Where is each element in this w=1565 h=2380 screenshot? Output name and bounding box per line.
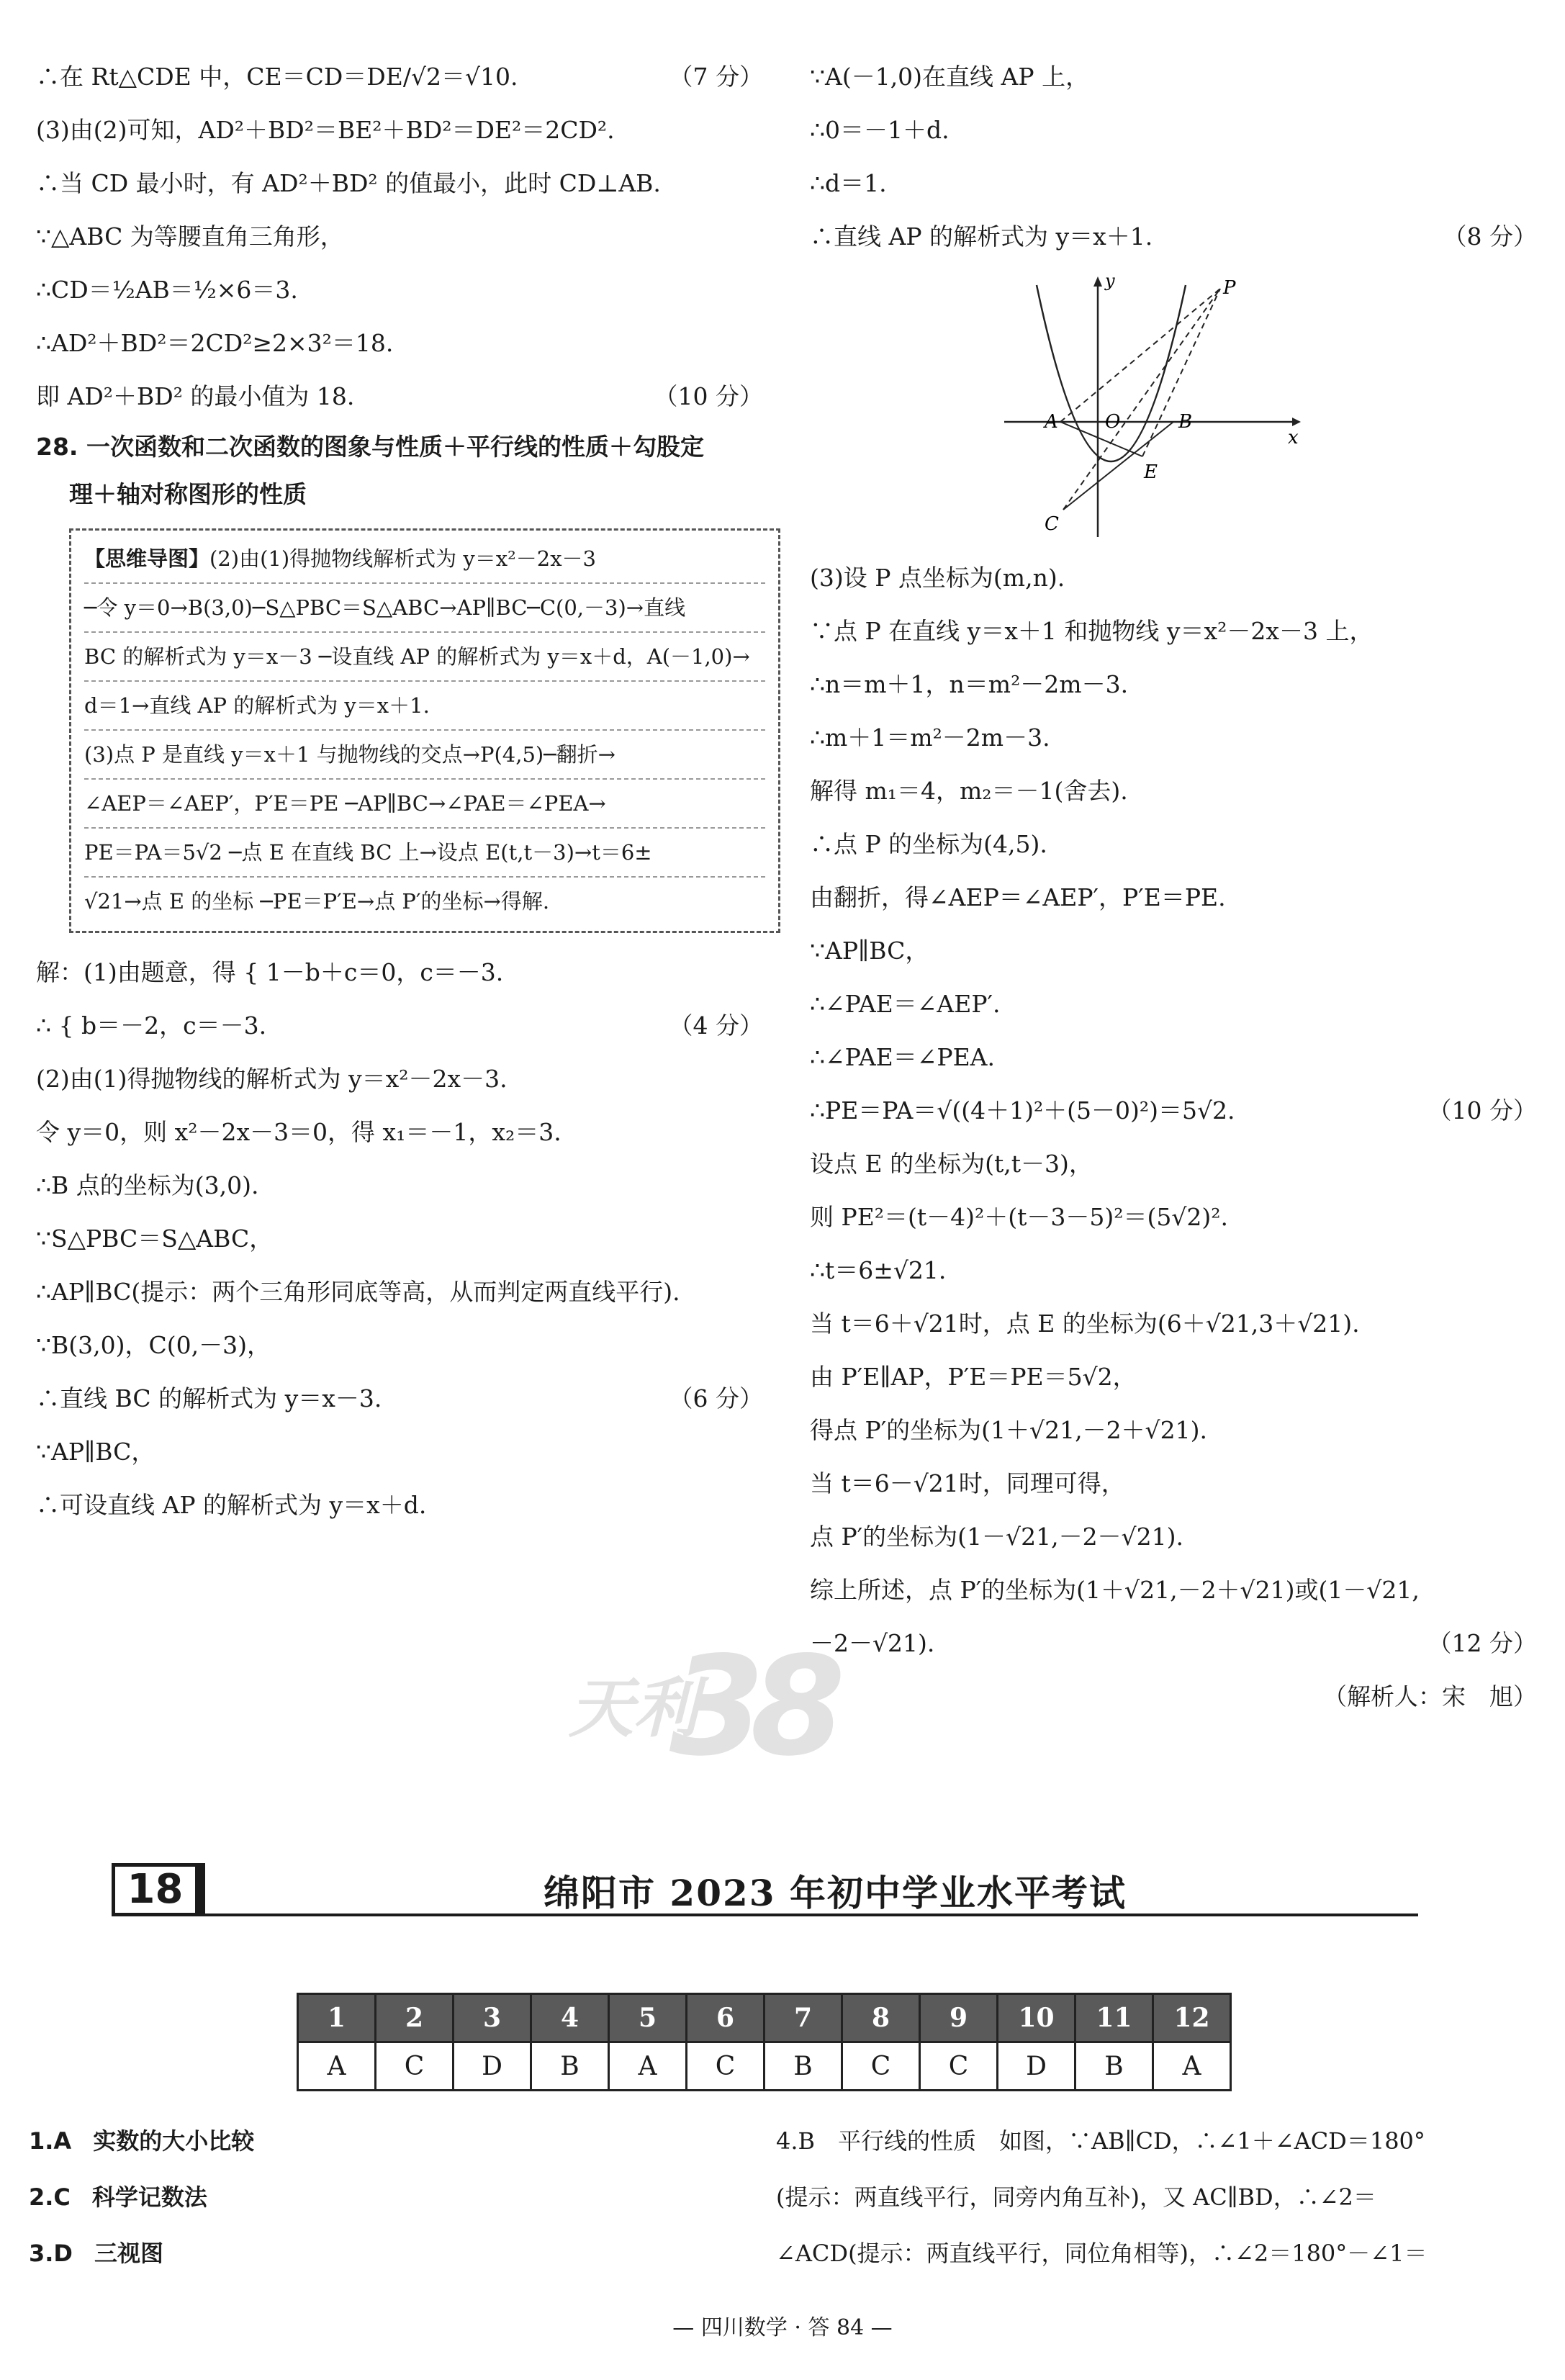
watermark-number: 38 xyxy=(669,1627,831,1786)
answer-cell: C xyxy=(920,2042,998,2091)
point-a-label: A xyxy=(1045,411,1058,433)
point-b-label: B xyxy=(1178,411,1193,433)
question-number-cell: 1 xyxy=(298,1994,376,2042)
question-4-explanation xyxy=(776,2113,1532,2281)
point-e-label: E xyxy=(1144,461,1158,483)
section-number: 18 xyxy=(112,1863,205,1916)
solution-line xyxy=(810,1351,1537,1404)
answer-cell: D xyxy=(454,2042,531,2091)
solution-line xyxy=(810,711,1537,765)
solution-line xyxy=(810,1510,1537,1564)
score-mark: （7 分） xyxy=(669,63,763,91)
solution-line xyxy=(36,1372,763,1425)
answer-cell: A xyxy=(1153,2042,1231,2091)
solution-line xyxy=(36,370,763,423)
line-text: ∵△ABC 为等腰直角三角形， xyxy=(36,222,344,251)
line-text: ∴t＝6±√21. xyxy=(810,1256,947,1284)
y-axis-arrow xyxy=(1093,276,1102,287)
line-text: 令 y＝0，则 x²－2x－3＝0，得 x₁＝－1，x₂＝3. xyxy=(36,1118,561,1146)
point-c-label: C xyxy=(1045,513,1059,535)
answer-cell: D xyxy=(998,2042,1075,2091)
mindmap-line: (3)点 P 是直线 y＝x＋1 与抛物线的交点→P(4,5)─翻折→ xyxy=(84,731,765,780)
solution-line xyxy=(810,871,1537,924)
analyst-credit: （解析人：宋 旭） xyxy=(1323,1682,1537,1710)
mindmap-line: d＝1→直线 AP 的解析式为 y＝x＋1. xyxy=(84,682,765,731)
answer-table-number-row xyxy=(298,1994,1231,2042)
explanation-line: (提示：两直线平行，同旁内角互补)，又 AC∥BD，∴∠2＝ xyxy=(776,2183,1376,2211)
x-axis-arrow xyxy=(1292,418,1301,426)
solution-line xyxy=(36,999,763,1052)
publisher-watermark xyxy=(547,1627,979,1786)
solution-line xyxy=(36,1106,763,1159)
answer-cell: C xyxy=(687,2042,765,2091)
line-text: 由翻折，得∠AEP＝∠AEP′，P′E＝PE. xyxy=(810,883,1226,911)
line-text: ∴点 P 的坐标为(4,5). xyxy=(810,830,1047,858)
watermark-text: 天利 xyxy=(569,1671,698,1746)
solution-line xyxy=(810,50,1537,104)
section-header xyxy=(112,1863,1418,1921)
answer-key-table xyxy=(297,1993,1232,2091)
line-text: －2－√21). xyxy=(810,1629,935,1657)
line-text: ∴m＋1＝m²－2m－3. xyxy=(810,724,1050,752)
mindmap-line: ─令 y＝0→B(3,0)─S△PBC＝S△ABC→AP∥BC─C(0,－3)→直线 xyxy=(84,584,765,633)
question-number-cell: 10 xyxy=(998,1994,1075,2042)
line-text: ∴∠PAE＝∠PEA. xyxy=(810,1043,996,1071)
solution-line xyxy=(36,1319,763,1372)
line-text: ∴可设直线 AP 的解析式为 y＝x＋d. xyxy=(36,1491,427,1519)
solution-line xyxy=(810,210,1537,263)
question-number-cell: 6 xyxy=(687,1994,765,2042)
solution-line xyxy=(36,1425,763,1479)
question-number-cell: 3 xyxy=(454,1994,531,2042)
line-text: ∵AP∥BC， xyxy=(810,937,929,965)
answer-cell: C xyxy=(376,2042,454,2091)
solution-line xyxy=(810,1137,1537,1191)
solution-line xyxy=(810,551,1537,605)
line-text: ∴PE＝PA＝√((4＋1)²＋(5－0)²)＝5√2. xyxy=(810,1096,1235,1124)
solution-line xyxy=(36,1212,763,1266)
solution-line xyxy=(36,50,763,104)
line-text: 设点 E 的坐标为(t,t－3)， xyxy=(810,1150,1093,1178)
page-footer: — 四川数学 · 答 84 — xyxy=(672,2315,893,2340)
section-title: 绵阳市 2023 年初中学业水平考试 xyxy=(544,1872,1127,1914)
solution-line xyxy=(36,317,763,370)
question-number-cell: 7 xyxy=(765,1994,842,2042)
line-text: 解得 m₁＝4，m₂＝－1(舍去). xyxy=(810,777,1128,805)
line-text: ∵B(3,0)，C(0,－3)， xyxy=(36,1331,271,1359)
explanation-line: 4.B 平行线的性质 如图，∵AB∥CD，∴∠1＋∠ACD＝180° xyxy=(776,2127,1425,2155)
line-text: 由 P′E∥AP，P′E＝PE＝5√2， xyxy=(810,1363,1137,1391)
left-top-lines xyxy=(36,50,763,423)
parabola-graph xyxy=(1004,271,1307,544)
answer-topic-item xyxy=(29,2169,254,2225)
question-number-cell: 8 xyxy=(842,1994,920,2042)
line-text: ∴AP∥BC(提示：两个三角形同底等高，从而判定两直线平行). xyxy=(36,1278,680,1306)
answer-topic-item xyxy=(29,2113,254,2169)
mindmap-line xyxy=(84,535,765,584)
solution-line xyxy=(810,1244,1537,1297)
explanation-line: ∠ACD(提示：两直线平行，同位角相等)，∴∠2＝180°－∠1＝ xyxy=(776,2240,1428,2267)
solution-line xyxy=(810,1031,1537,1084)
solution-line xyxy=(810,1457,1537,1510)
answer-table-answer-row xyxy=(298,2042,1231,2091)
question-number-cell: 11 xyxy=(1075,1994,1153,2042)
mindmap-line: BC 的解析式为 y＝x－3 ─设直线 AP 的解析式为 y＝x＋d，A(－1,0)→ xyxy=(84,633,765,682)
solution-line xyxy=(810,1564,1537,1617)
question-number-cell: 12 xyxy=(1153,1994,1231,2042)
answer-number: 1.A xyxy=(29,2127,72,2155)
parabola-curve xyxy=(1037,285,1186,461)
solution-line xyxy=(810,765,1537,818)
solution-line xyxy=(810,104,1537,157)
line-text: ∵A(－1,0)在直线 AP 上， xyxy=(810,63,1090,91)
solution-line xyxy=(36,1266,763,1319)
answer-number: 3.D xyxy=(29,2240,73,2267)
y-axis-label: y xyxy=(1105,271,1115,291)
question-heading-continued: 理＋轴对称图形的性质 xyxy=(69,480,307,508)
solution-line xyxy=(36,946,763,999)
right-column xyxy=(810,50,1537,1723)
solution-line xyxy=(36,263,763,317)
line-text: ∵AP∥BC， xyxy=(36,1438,155,1466)
answer-cell: C xyxy=(842,2042,920,2091)
solution-line xyxy=(810,1404,1537,1457)
score-mark: （4 分） xyxy=(669,1011,763,1040)
solution-line xyxy=(810,157,1537,210)
line-text: ∴直线 BC 的解析式为 y＝x－3. xyxy=(36,1384,382,1412)
solution-line xyxy=(36,210,763,263)
line-text: ∵点 P 在直线 y＝x＋1 和抛物线 y＝x²－2x－3 上， xyxy=(810,617,1374,645)
score-mark: （8 分） xyxy=(1443,222,1537,251)
solution-line xyxy=(810,818,1537,871)
mindmap-tag: 【思维导图】 xyxy=(84,546,210,571)
solution-line xyxy=(810,1297,1537,1351)
line-text: (3)由(2)可知，AD²＋BD²＝BE²＋BD²＝DE²＝2CD². xyxy=(36,116,615,144)
question-number-cell: 5 xyxy=(609,1994,687,2042)
line-text: ∴B 点的坐标为(3,0). xyxy=(36,1171,259,1199)
score-mark: （10 分） xyxy=(1428,1096,1537,1124)
score-mark: （6 分） xyxy=(669,1384,763,1412)
solution-line xyxy=(36,1159,763,1212)
x-axis-label: x xyxy=(1288,427,1299,448)
left-solution-lines xyxy=(36,946,763,1532)
answer-number: 2.C xyxy=(29,2183,71,2211)
line-text: 得点 P′的坐标为(1＋√21,－2＋√21). xyxy=(810,1416,1207,1444)
line-text: 解：(1)由题意，得 { 1－b＋c＝0，c＝－3. xyxy=(36,958,504,986)
line-text: ∴ { b＝－2，c＝－3. xyxy=(36,1011,267,1040)
mindmap-line: √21→点 E 的坐标 ─PE＝P′E→点 P′的坐标→得解. xyxy=(84,889,550,914)
solution-line xyxy=(36,1052,763,1106)
line-text: ∴直线 AP 的解析式为 y＝x＋1. xyxy=(810,222,1153,251)
line-text: (2)由(1)得抛物线的解析式为 y＝x²－2x－3. xyxy=(36,1065,508,1093)
answer-cell: B xyxy=(531,2042,609,2091)
mindmap-line: ∠AEP＝∠AEP′，P′E＝PE ─AP∥BC→∠PAE＝∠PEA→ xyxy=(84,780,765,829)
question-number-cell: 9 xyxy=(920,1994,998,2042)
question-number-cell: 4 xyxy=(531,1994,609,2042)
line-text: ∴在 Rt△CDE 中，CE＝CD＝DE/√2＝√10. xyxy=(36,63,518,91)
left-column xyxy=(36,50,763,1532)
line-text: 点 P′的坐标为(1－√21,－2－√21). xyxy=(810,1523,1183,1551)
question-number-cell: 2 xyxy=(376,1994,454,2042)
answer-topics-list xyxy=(29,2113,254,2281)
answer-cell: A xyxy=(298,2042,376,2091)
score-mark: （10 分） xyxy=(654,382,763,410)
point-o-label: O xyxy=(1105,411,1121,433)
solution-line xyxy=(810,1191,1537,1244)
line-text: 当 t＝6－√21时，同理可得， xyxy=(810,1469,1125,1497)
line-text: ∴当 CD 最小时，有 AD²＋BD² 的值最小，此时 CD⊥AB. xyxy=(36,169,661,197)
solution-line xyxy=(810,605,1537,658)
line-text: ∴d＝1. xyxy=(810,169,887,197)
solution-line xyxy=(36,104,763,157)
line-text: 则 PE²＝(t－4)²＋(t－3－5)²＝(5√2)². xyxy=(810,1203,1228,1231)
segment-ae xyxy=(1060,422,1142,456)
point-p-label: P xyxy=(1223,277,1236,299)
topic-label: 科学记数法 xyxy=(91,2183,207,2211)
line-text: 即 AD²＋BD² 的最小值为 18. xyxy=(36,382,355,410)
line-text: ∴0＝－1＋d. xyxy=(810,116,950,144)
line-text: (3)设 P 点坐标为(m,n). xyxy=(810,564,1065,592)
line-text: ∴n＝m＋1，n＝m²－2m－3. xyxy=(810,670,1129,698)
answer-topic-item xyxy=(29,2225,254,2281)
line-text: ∴AD²＋BD²＝2CD²≥2×3²＝18. xyxy=(36,329,394,357)
solution-line xyxy=(810,924,1537,978)
solution-line xyxy=(36,1479,763,1532)
mindmap-box xyxy=(69,528,780,933)
solution-line xyxy=(36,157,763,210)
line-text: ∴CD＝½AB＝½×6＝3. xyxy=(36,276,298,304)
answer-cell: B xyxy=(1075,2042,1153,2091)
line-text: 综上所述，点 P′的坐标为(1＋√21,－2＋√21)或(1－√21, xyxy=(810,1576,1420,1604)
solution-line xyxy=(810,658,1537,711)
answer-cell: A xyxy=(609,2042,687,2091)
answer-cell: B xyxy=(765,2042,842,2091)
question-heading: 28. 一次函数和二次函数的图象与性质＋平行线的性质＋勾股定 xyxy=(36,433,704,461)
solution-line xyxy=(810,978,1537,1031)
line-text: 当 t＝6＋√21时，点 E 的坐标为(6＋√21,3＋√21). xyxy=(810,1310,1360,1338)
solution-line xyxy=(810,1084,1537,1137)
line-text: ∴∠PAE＝∠AEP′. xyxy=(810,990,1001,1018)
mindmap-line: PE＝PA＝5√2 ─点 E 在直线 BC 上→设点 E(t,t－3)→t＝6± xyxy=(84,829,765,878)
line-text: ∵S△PBC＝S△ABC， xyxy=(36,1225,274,1253)
score-mark: （12 分） xyxy=(1428,1629,1537,1657)
topic-label: 实数的大小比较 xyxy=(93,2127,255,2155)
mindmap-text: (2)由(1)得抛物线解析式为 y＝x²－2x－3 xyxy=(209,546,597,571)
topic-label: 三视图 xyxy=(94,2240,163,2267)
